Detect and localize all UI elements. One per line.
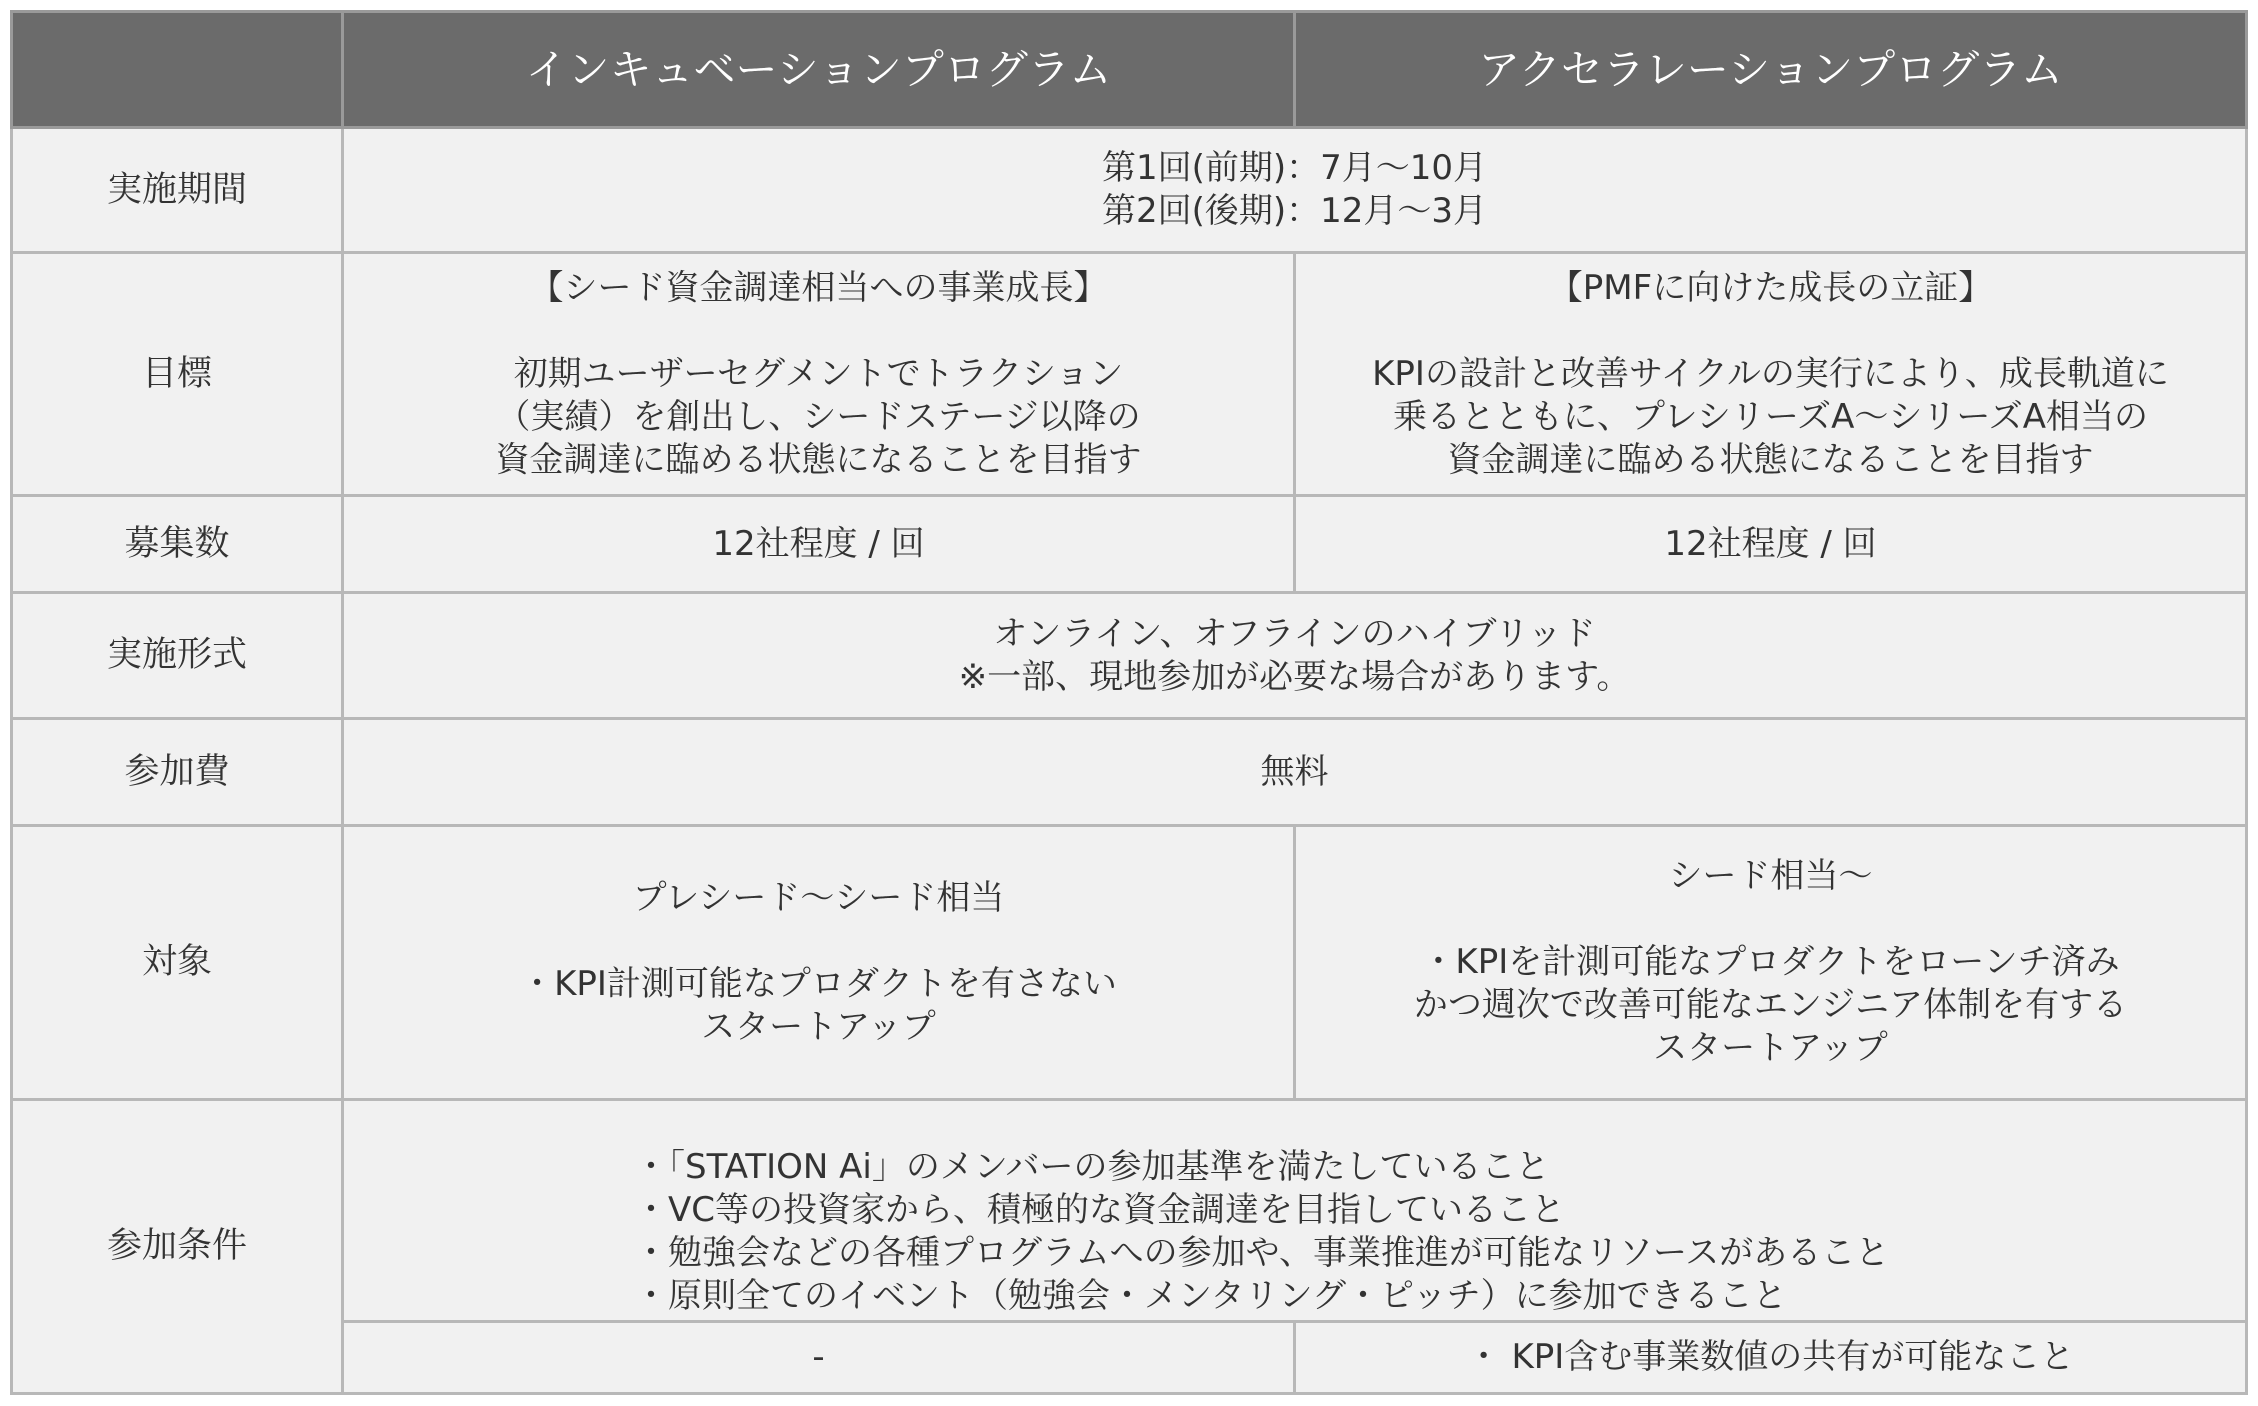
recruit-incubation: 12社程度 / 回 (343, 496, 1295, 593)
period-row (12, 128, 2247, 253)
format-value: オンライン、オフラインのハイブリッド ※一部、現地参加が必要な場合があります。 (343, 593, 2247, 719)
goal-label: 目標 (12, 253, 343, 496)
conditions-acceleration: ・ KPI含む事業数値の共有が可能なこと (1295, 1322, 2247, 1394)
recruit-acceleration: 12社程度 / 回 (1295, 496, 2247, 593)
fee-value: 無料 (343, 719, 2247, 826)
recruit-row (12, 496, 2247, 593)
conditions-extra-row (12, 1322, 2247, 1394)
conditions-common-list: ・「STATION Ai」のメンバーの参加基準を満たしていること ・VC等の投資家から、積極的な資金調達を目指していること ・勉強会などの各種プログラムへの参加や、事業推進が可能なリソースがあること ・原則全てのイベント（勉強会・メンタリング・ピッチ）に参加できること (634, 1147, 1890, 1316)
format-row (12, 593, 2247, 719)
format-label: 実施形式 (12, 593, 343, 719)
header-row (12, 12, 2247, 128)
target-label: 対象 (12, 826, 343, 1100)
conditions-row (12, 1100, 2247, 1322)
fee-row (12, 719, 2247, 826)
goal-acceleration: 【PMFに向けた成長の立証】 KPIの設計と改善サイクルの実行により、成長軌道に 乗るとともに、プレシリーズA〜シリーズA相当の 資金調達に臨める状態になることを目指す (1295, 253, 2247, 496)
period-value: 第1回(前期)：7月〜10月 第2回(後期)：12月〜3月 (343, 128, 2247, 253)
conditions-incubation: - (343, 1322, 1295, 1394)
recruit-label: 募集数 (12, 496, 343, 593)
target-row (12, 826, 2247, 1100)
program-comparison-table (10, 10, 2248, 1395)
fee-label: 参加費 (12, 719, 343, 826)
header-corner-cell (12, 12, 343, 128)
goal-row (12, 253, 2247, 496)
header-incubation-program: インキュベーションプログラム (343, 12, 1295, 128)
period-label: 実施期間 (12, 128, 343, 253)
goal-incubation: 【シード資金調達相当への事業成長】 初期ユーザーセグメントでトラクション （実績）を創出し、シードステージ以降の 資金調達に臨める状態になることを目指す (343, 253, 1295, 496)
target-incubation: プレシード〜シード相当 ・KPI計測可能なプロダクトを有さない スタートアップ (343, 826, 1295, 1100)
conditions-common-cell (343, 1100, 2247, 1322)
target-acceleration: シード相当〜 ・KPIを計測可能なプロダクトをローンチ済み かつ週次で改善可能なエンジニア体制を有する スタートアップ (1295, 826, 2247, 1100)
conditions-label: 参加条件 (12, 1100, 343, 1394)
header-acceleration-program: アクセラレーションプログラム (1295, 12, 2247, 128)
